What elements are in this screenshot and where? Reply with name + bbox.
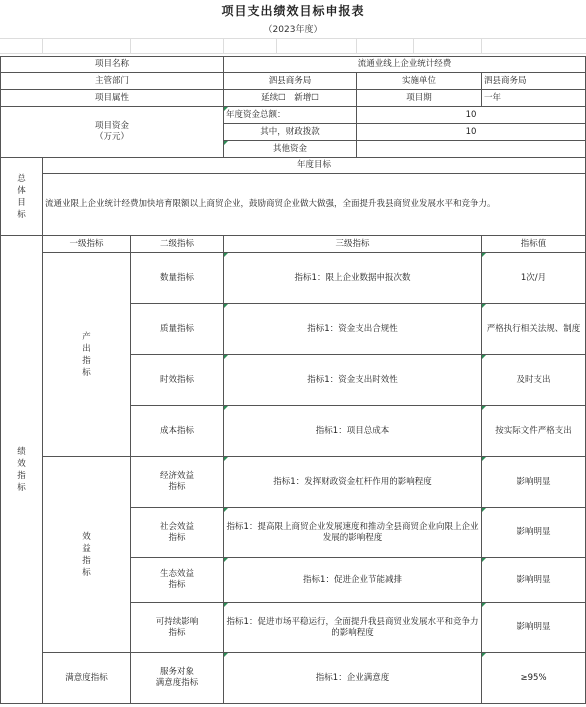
impl-value: 泗县商务局 — [482, 73, 586, 90]
impl-label: 实施单位 — [357, 73, 482, 90]
perf-row-l3: 指标1：促进企业节能减排 — [224, 558, 482, 603]
perf-row-l3: 指标1：提高限上商贸企业发展速度和推动全县商贸企业向限上企业发展的影响程度 — [224, 508, 482, 558]
perf-row-l2: 生态效益 指标 — [131, 558, 224, 603]
perf-row-value: 按实际文件严格支出 — [482, 406, 586, 457]
perf-row-l2: 可持续影响 指标 — [131, 603, 224, 653]
perf-row-value: 1次/月 — [482, 253, 586, 304]
project-name-label: 项目名称 — [1, 57, 224, 73]
perf-row-l3: 指标1：资金支出时效性 — [224, 355, 482, 406]
perf-row-value: ≥95% — [482, 653, 586, 704]
goal-text: 流通业限上企业统计经费加快培育限额以上商贸企业，鼓励商贸企业做大做强，全面提升我县商贸业发展水平和竞争力。 — [43, 174, 586, 236]
benefit-indicator-label: 效益指标 — [43, 457, 131, 653]
fiscal-funds-label: 其中，财政拨款 — [224, 124, 357, 141]
project-name-value: 流通业线上企业统计经费 — [224, 57, 586, 73]
form-year: （2023年度） — [263, 25, 323, 35]
total-funds-label: 年度资金总额： — [224, 107, 357, 124]
perf-row-l2: 数量指标 — [131, 253, 224, 304]
dept-label: 主管部门 — [1, 73, 224, 90]
dept-value: 泗县商务局 — [224, 73, 357, 90]
perf-row-value: 影响明显 — [482, 508, 586, 558]
goal-header: 年度目标 — [43, 158, 586, 174]
perf-row-l2: 成本指标 — [131, 406, 224, 457]
other-funds-value — [357, 141, 586, 158]
period-value: 一年 — [482, 90, 586, 107]
perf-row-value: 影响明显 — [482, 558, 586, 603]
perf-row-l3: 指标1：项目总成本 — [224, 406, 482, 457]
attr-label: 项目属性 — [1, 90, 224, 107]
perf-row-l3: 指标1：发挥财政资金杠杆作用的影响程度 — [224, 457, 482, 508]
perf-row-l2: 服务对象 满意度指标 — [131, 653, 224, 704]
perf-row-l2: 质量指标 — [131, 304, 224, 355]
perf-col3-header: 三级指标 — [224, 236, 482, 253]
total-funds-value: 10 — [357, 107, 586, 124]
satisfaction-indicator-label: 满意度指标 — [43, 653, 131, 704]
output-indicator-label: 产出指标 — [43, 253, 131, 457]
perf-row-l2: 社会效益 指标 — [131, 508, 224, 558]
perf-row-value: 影响明显 — [482, 603, 586, 653]
perf-side-label: 绩效指标 — [1, 236, 43, 704]
attr-value: 延续☐ 新增☐ — [224, 90, 357, 107]
form-title: 项目支出绩效目标申报表 — [221, 4, 365, 18]
perf-row-l3: 指标1：限上企业数据申报次数 — [224, 253, 482, 304]
perf-col1-header: 一级指标 — [43, 236, 131, 253]
perf-row-l3: 指标1：促进市场平稳运行，全面提升我县商贸业发展水平和竞争力的影响程度 — [224, 603, 482, 653]
perf-col4-header: 指标值 — [482, 236, 586, 253]
performance-table — [0, 56, 586, 704]
period-label: 项目期 — [357, 90, 482, 107]
perf-row-l3: 指标1：企业满意度 — [224, 653, 482, 704]
other-funds-label: 其他资金 — [224, 141, 357, 158]
perf-row-l2: 经济效益 指标 — [131, 457, 224, 508]
perf-row-l2: 时效指标 — [131, 355, 224, 406]
perf-row-value: 影响明显 — [482, 457, 586, 508]
fiscal-funds-value: 10 — [357, 124, 586, 141]
funds-label: 项目资金 （万元） — [1, 107, 224, 158]
perf-col2-header: 二级指标 — [131, 236, 224, 253]
perf-row-value: 及时支出 — [482, 355, 586, 406]
spreadsheet-empty-row — [0, 38, 586, 54]
goal-side-label: 总体目标 — [1, 158, 43, 236]
perf-row-l3: 指标1：资金支出合规性 — [224, 304, 482, 355]
perf-row-value: 严格执行相关法规、制度 — [482, 304, 586, 355]
